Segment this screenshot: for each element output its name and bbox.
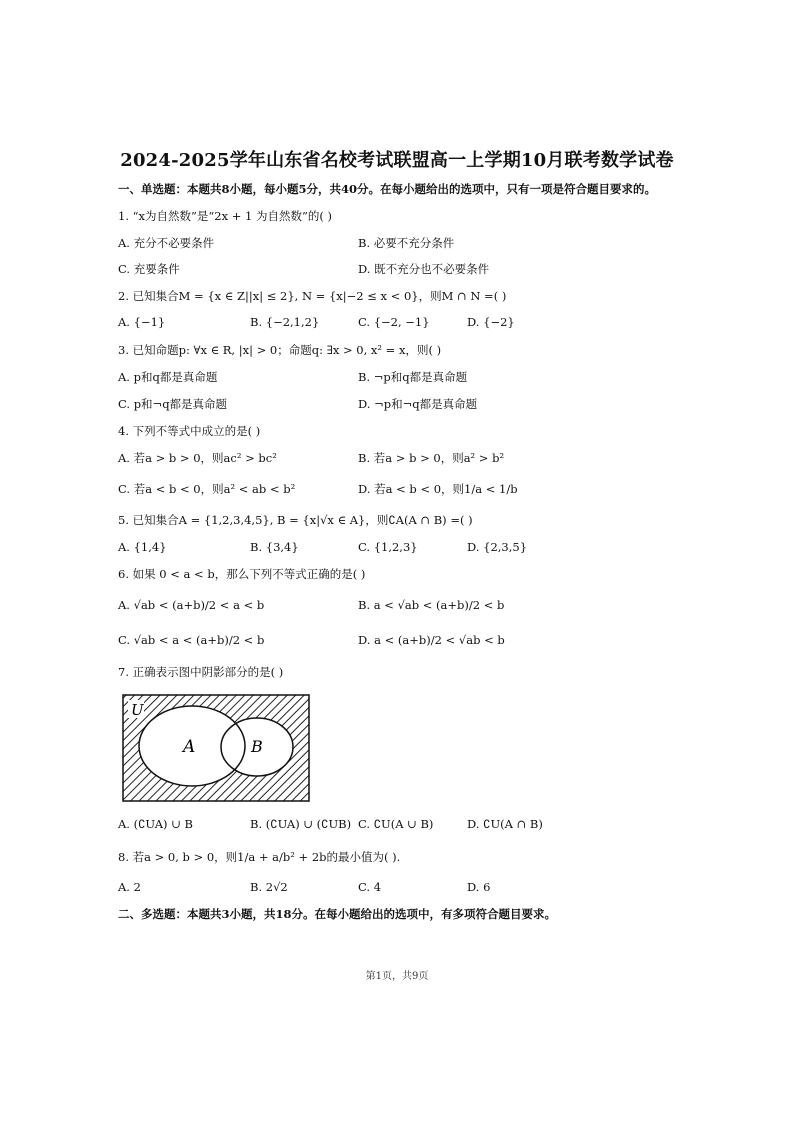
question-2-option-b: B. {−2,1,2} <box>250 315 320 329</box>
question-7-option-b: B. (∁UA) ∪ (∁UB) <box>250 817 352 831</box>
question-6-option-c: C. √ab < a < (a+b)/2 < b <box>118 633 265 647</box>
question-1-option-a: A. 充分不必要条件 <box>118 236 215 250</box>
universe-label: U <box>131 701 144 719</box>
question-1-option-d: D. 既不充分也不必要条件 <box>358 262 490 276</box>
question-8-option-d: D. 6 <box>467 880 491 894</box>
question-1-option-b: B. 必要不充分条件 <box>358 236 455 250</box>
venn-diagram <box>120 692 312 804</box>
question-3-option-b: B. ¬p和q都是真命题 <box>358 370 468 384</box>
question-2-option-a: A. {−1} <box>118 315 166 329</box>
question-6-option-d: D. a < (a+b)/2 < √ab < b <box>358 633 505 647</box>
question-2-option-d: D. {−2} <box>467 315 515 329</box>
question-3-option-c: C. p和¬q都是真命题 <box>118 397 228 411</box>
question-5-option-c: C. {1,2,3} <box>358 540 418 554</box>
question-8-option-c: C. 4 <box>358 880 382 894</box>
section-heading-single-choice: 一、单选题：本题共8小题，每小题5分，共40分。在每小题给出的选项中，只有一项是符合题目要求的。 <box>118 182 657 196</box>
question-5-option-b: B. {3,4} <box>250 540 299 554</box>
question-4-option-c: C. 若a < b < 0，则a² < ab < b² <box>118 482 296 496</box>
question-8-stem: 8. 若a > 0, b > 0，则1/a + a/b² + 2b的最小值为( ). <box>118 850 401 864</box>
page-footer: 第1页，共9页 <box>365 971 429 982</box>
question-7-option-a: A. (∁UA) ∪ B <box>118 817 193 831</box>
question-4-option-a: A. 若a > b > 0，则ac² > bc² <box>118 451 277 465</box>
question-4-option-d: D. 若a < b < 0，则1/a < 1/b <box>358 482 518 496</box>
question-6-option-b: B. a < √ab < (a+b)/2 < b <box>358 598 505 612</box>
set-b-label: B <box>251 737 263 756</box>
question-8-option-a: A. 2 <box>118 880 141 894</box>
question-1-option-c: C. 充要条件 <box>118 262 180 276</box>
section-heading-multiple-choice: 二、多选题：本题共3小题，共18分。在每小题给出的选项中，有多项符合题目要求。 <box>118 907 557 921</box>
question-4-option-b: B. 若a > b > 0，则a² > b² <box>358 451 505 465</box>
question-6-stem: 6. 如果 0 < a < b，那么下列不等式正确的是( ) <box>118 567 366 581</box>
page-title: 2024-2025学年山东省名校考试联盟高一上学期10月联考数学试卷 <box>120 150 674 171</box>
question-1-stem: 1. “x为自然数”是“2x + 1 为自然数”的( ) <box>118 209 332 223</box>
question-7-option-d: D. ∁U(A ∩ B) <box>467 817 543 831</box>
set-a-label: A <box>183 737 196 757</box>
question-6-option-a: A. √ab < (a+b)/2 < a < b <box>118 598 265 612</box>
question-3-option-d: D. ¬p和¬q都是真命题 <box>358 397 478 411</box>
question-3-option-a: A. p和q都是真命题 <box>118 370 218 384</box>
question-5-option-a: A. {1,4} <box>118 540 167 554</box>
question-4-stem: 4. 下列不等式中成立的是( ) <box>118 424 261 438</box>
question-7-option-c: C. ∁U(A ∪ B) <box>358 817 434 831</box>
question-2-stem: 2. 已知集合M = {x ∈ Z||x| ≤ 2}, N = {x|−2 ≤ x < 0}，则M ∩ N =( ) <box>118 289 507 303</box>
question-7-stem: 7. 正确表示图中阴影部分的是( ) <box>118 665 284 679</box>
question-3-stem: 3. 已知命题p: ∀x ∈ R, |x| > 0；命题q: ∃x > 0, x² = x，则( ) <box>118 343 442 357</box>
question-8-option-b: B. 2√2 <box>250 880 288 894</box>
question-2-option-c: C. {−2, −1} <box>358 315 430 329</box>
question-5-option-d: D. {2,3,5} <box>467 540 528 554</box>
question-5-stem: 5. 已知集合A = {1,2,3,4,5}, B = {x|√x ∈ A}，则∁A(A ∩ B) =( ) <box>118 513 473 527</box>
